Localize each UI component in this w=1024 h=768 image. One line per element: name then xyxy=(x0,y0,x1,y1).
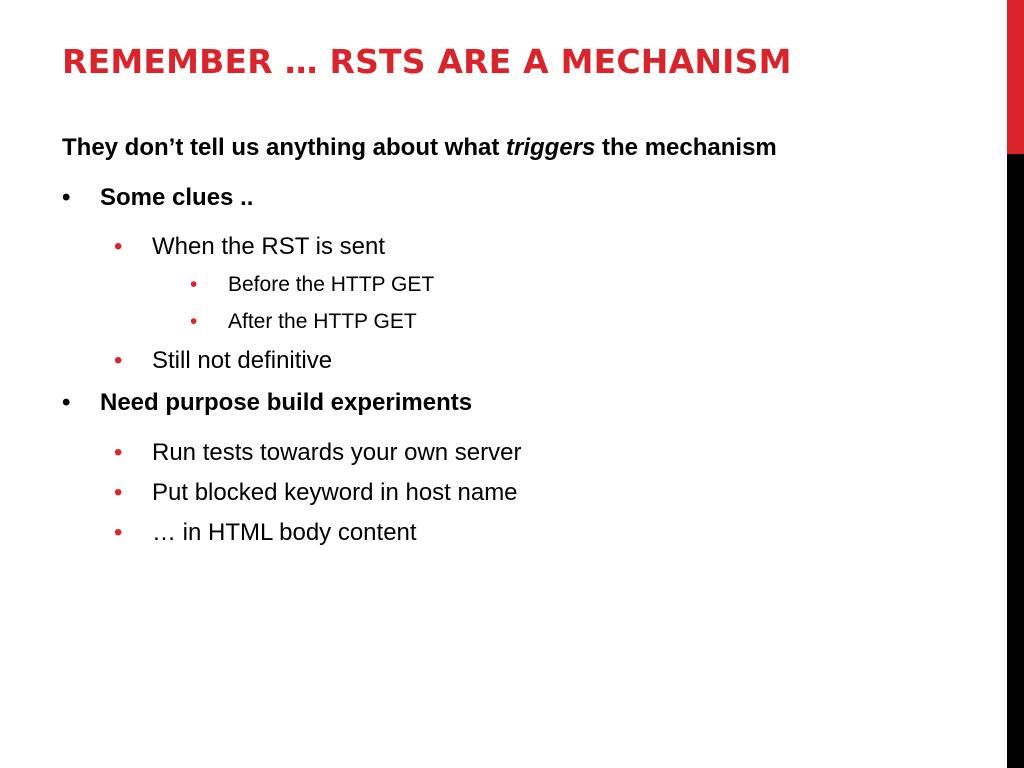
bullet-text: … in HTML body content xyxy=(152,519,417,546)
bullet-dot-icon: • xyxy=(62,184,71,211)
bullet-text: Before the HTTP GET xyxy=(228,273,435,296)
bullet-text: Still not definitive xyxy=(152,347,333,374)
accent-bar-red xyxy=(1007,0,1024,154)
intro-part-2: the mechanism xyxy=(595,134,777,161)
bullet-text: Put blocked keyword in host name xyxy=(152,479,518,506)
bullet-dot-icon: • xyxy=(114,439,123,466)
bullet-dot-icon: • xyxy=(114,519,123,546)
bullet-dot-icon: • xyxy=(114,347,123,374)
bullet-text: Run tests towards your own server xyxy=(152,439,522,466)
slide-title: REMEMBER … RSTS ARE A MECHANISM xyxy=(62,42,792,81)
intro-text xyxy=(62,133,777,163)
bullet-text: Some clues .. xyxy=(100,184,254,211)
intro-emphasis: triggers xyxy=(506,134,596,161)
bullet-dot-icon: • xyxy=(190,273,198,296)
bullet-text: When the RST is sent xyxy=(152,233,385,260)
bullet-dot-icon: • xyxy=(114,233,123,260)
bullet-dot-icon: • xyxy=(62,389,71,416)
bullet-dot-icon: • xyxy=(114,479,123,506)
bullet-text: After the HTTP GET xyxy=(228,310,417,333)
bullet-dot-icon: • xyxy=(190,310,198,333)
bullet-text: Need purpose build experiments xyxy=(100,389,473,416)
intro-part-1: They don’t tell us anything about what xyxy=(62,134,506,161)
accent-bar-black xyxy=(1007,154,1024,768)
